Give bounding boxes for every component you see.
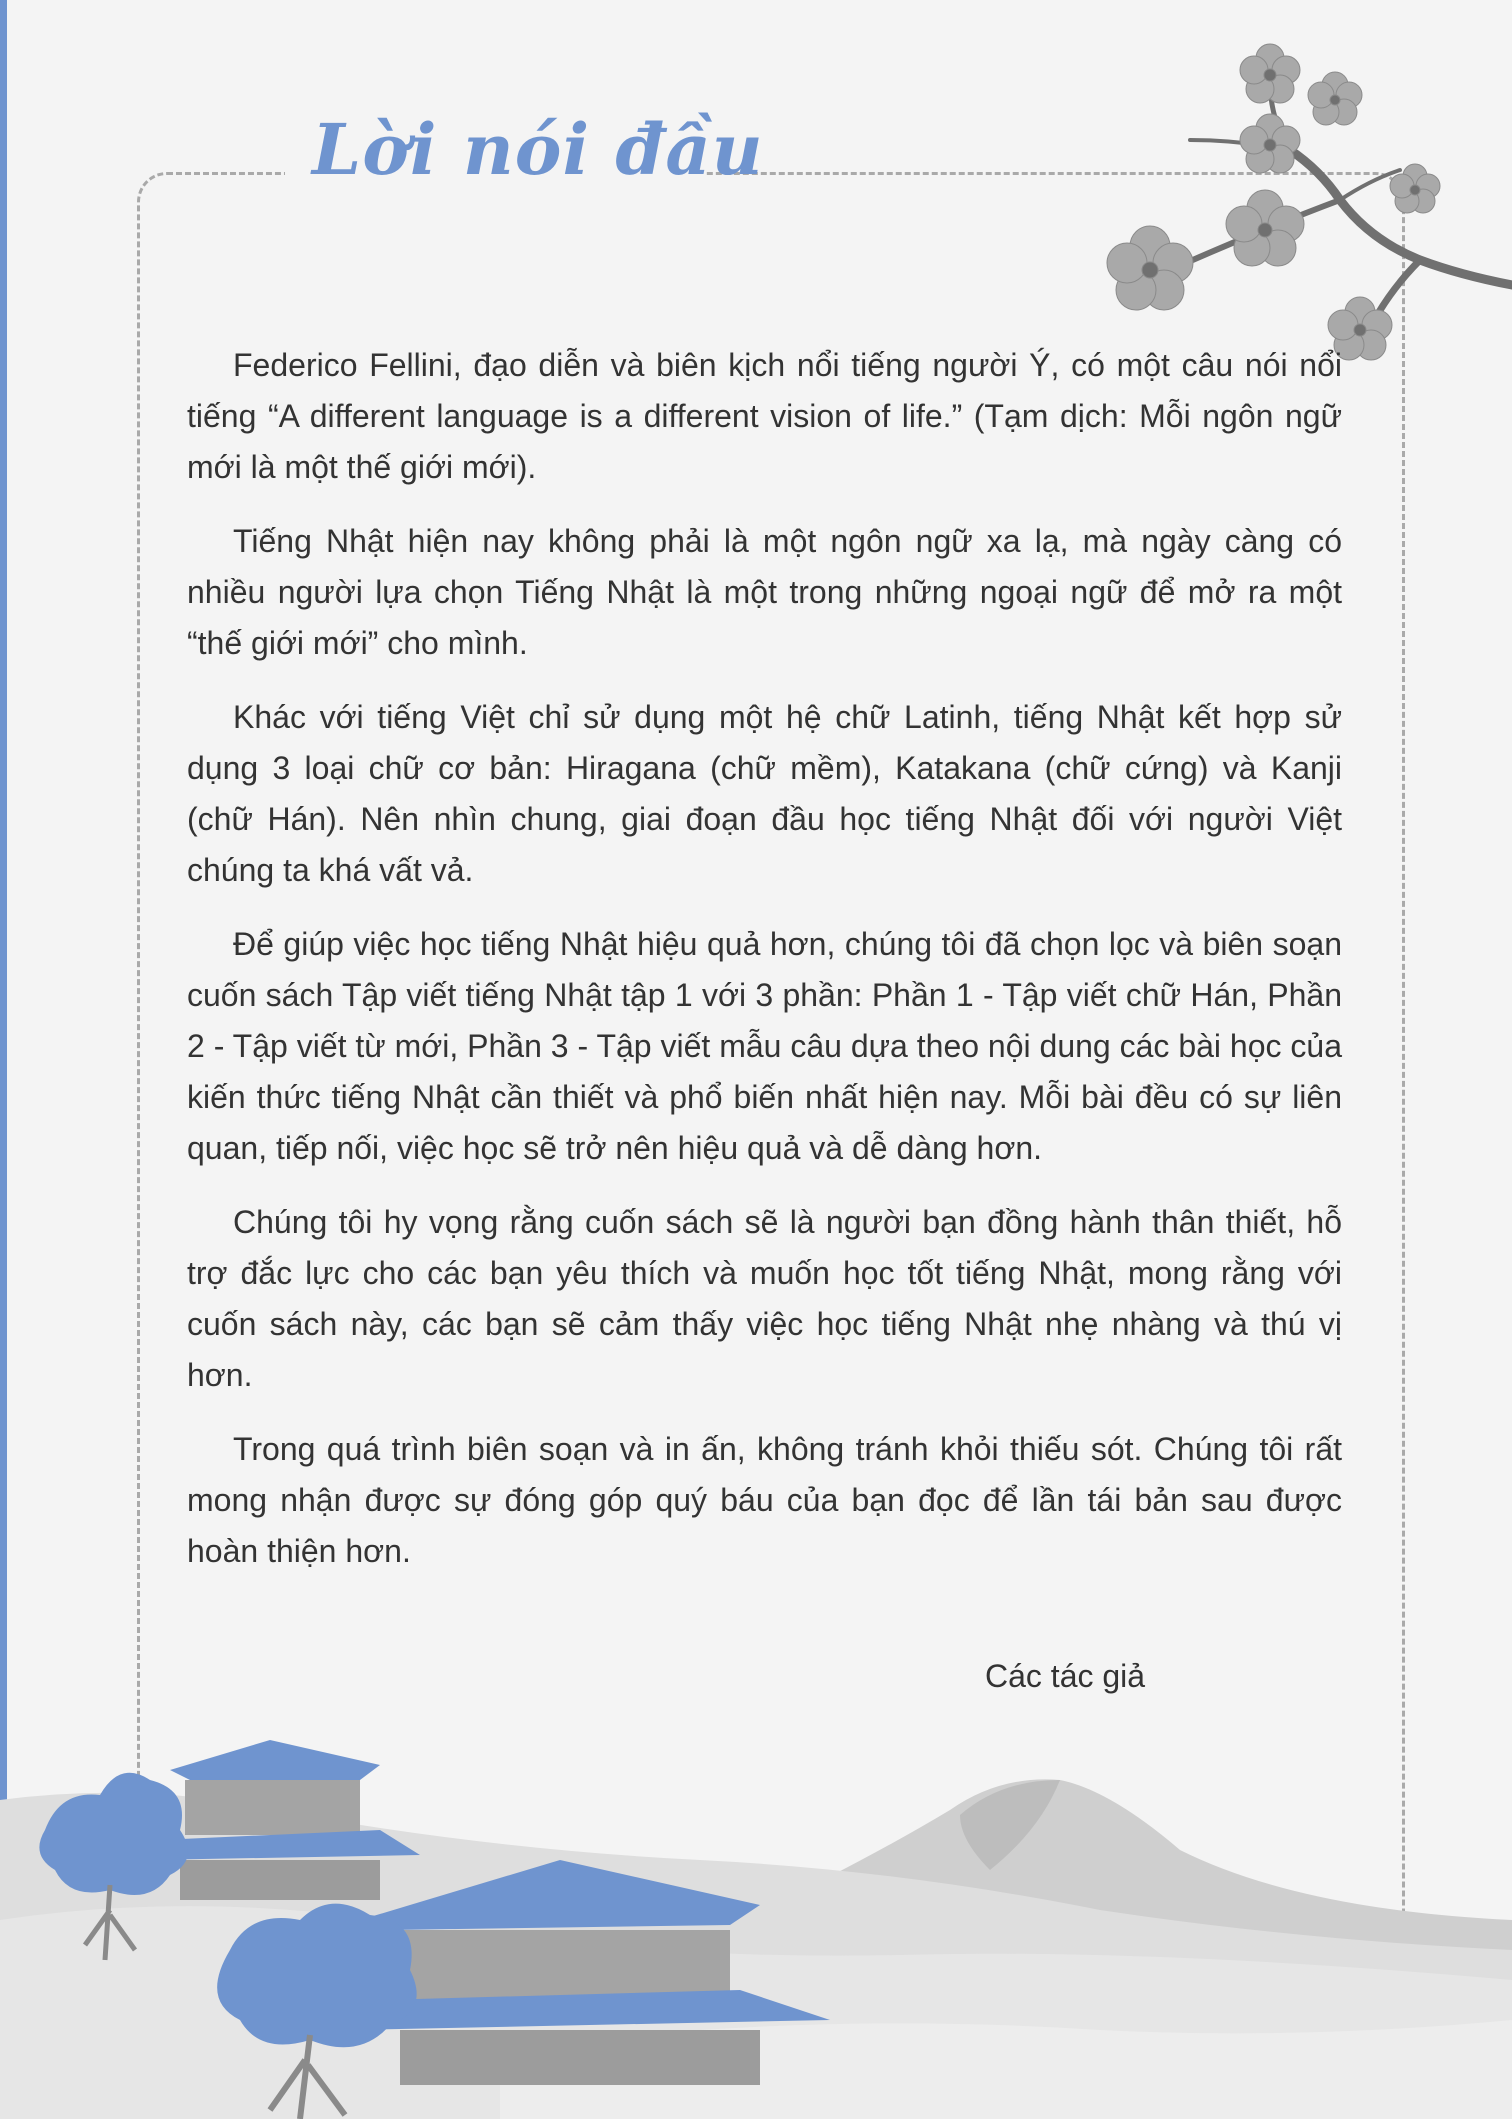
paragraph: Trong quá trình biên soạn và in ấn, không tránh khỏi thiếu sót. Chúng tôi rất mong nhận được sự đóng góp quý báu của bạn đọc để lần tái bản sau được hoàn thiện hơn. xyxy=(187,1431,1342,1569)
signature: Các tác giả xyxy=(985,1658,1146,1694)
japanese-landscape-icon xyxy=(0,1720,1512,2119)
paragraph: Để giúp việc học tiếng Nhật hiệu quả hơn, chúng tôi đã chọn lọc và biên soạn cuốn sách Tập viết tiếng Nhật tập 1 với 3 phần: Phần 1 - Tập viết chữ Hán, Phần 2 - Tập viết từ mới, Phần 3 - Tập viết mẫu câu dựa theo nội dung các bài học của kiến thức tiếng Nhật cần thiết và phổ biến nhất hiện nay. Mỗi bài đều có sự liên quan, tiếp nối, việc học sẽ trở nên hiệu quả và dễ dàng hơn. xyxy=(187,926,1342,1166)
preface-body xyxy=(187,340,1342,1600)
paragraph: Federico Fellini, đạo diễn và biên kịch nổi tiếng người Ý, có một câu nói nổi tiếng “A different language is a different vision of life.” (Tạm dịch: Mỗi ngôn ngữ mới là một thế giới mới). xyxy=(187,347,1342,485)
page-title: Lời nói đầu xyxy=(312,108,764,191)
paragraph: Khác với tiếng Việt chỉ sử dụng một hệ chữ Latinh, tiếng Nhật kết hợp sử dụng 3 loại chữ cơ bản: Hiragana (chữ mềm), Katakana (chữ cứng) và Kanji (chữ Hán). Nên nhìn chung, giai đoạn đầu học tiếng Nhật đối với người Việt chúng ta khá vất vả. xyxy=(187,699,1342,888)
paragraph: Chúng tôi hy vọng rằng cuốn sách sẽ là người bạn đồng hành thân thiết, hỗ trợ đắc lực cho các bạn yêu thích và muốn học tốt tiếng Nhật, mong rằng với cuốn sách này, các bạn sẽ cảm thấy việc học tiếng Nhật nhẹ nhàng và thú vị hơn. xyxy=(187,1204,1342,1393)
paragraph: Tiếng Nhật hiện nay không phải là một ngôn ngữ xa lạ, mà ngày càng có nhiều người lựa chọn Tiếng Nhật là một trong những ngoại ngữ để mở ra một “thế giới mới” cho mình. xyxy=(187,523,1342,661)
